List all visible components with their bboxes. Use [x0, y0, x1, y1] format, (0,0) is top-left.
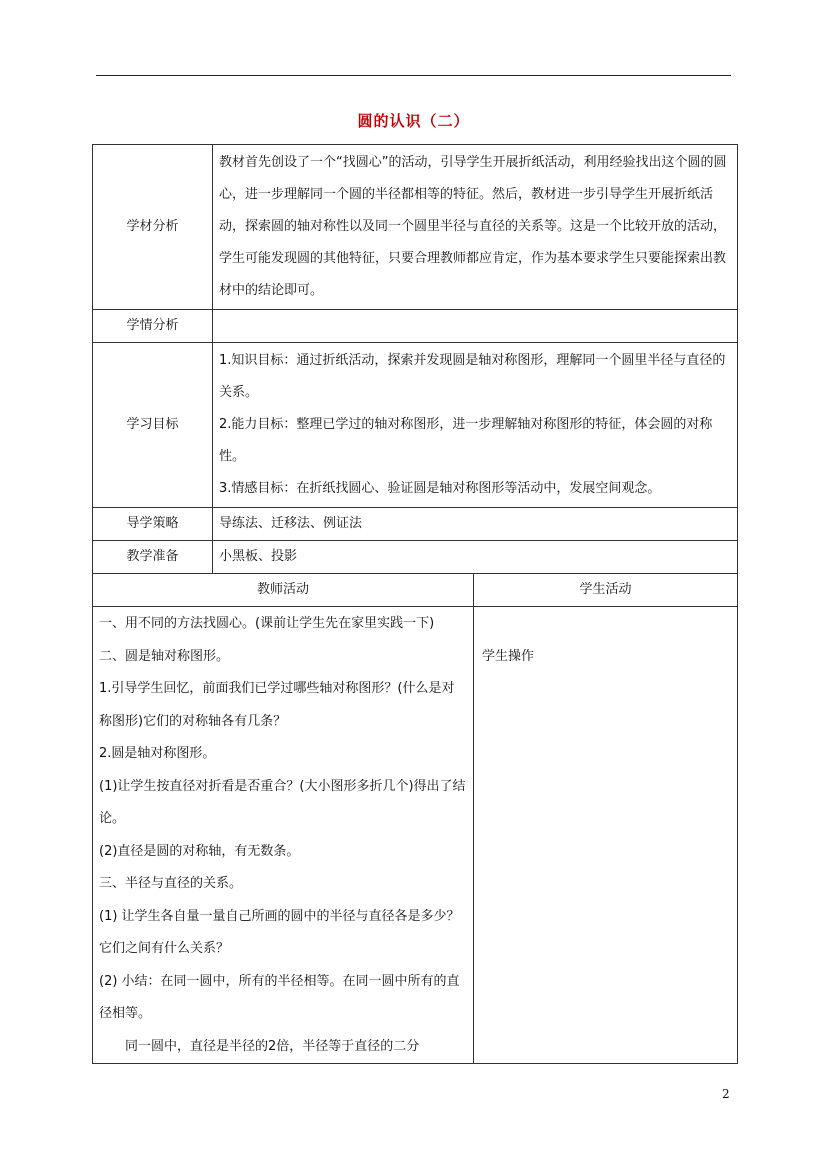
row-prep: [93, 541, 738, 574]
row-situation: [93, 310, 738, 343]
activities-row: [93, 607, 738, 1064]
student-activity-cell: [474, 607, 738, 1064]
strategy-text: 导练法、迁移法、例证法: [213, 508, 738, 541]
row-goals: [93, 343, 738, 508]
label-goals: 学习目标: [93, 343, 213, 508]
teacher-line: (2)直径是圆的对称轴，有无数条。: [99, 843, 300, 859]
page-number: 2: [722, 1087, 730, 1101]
teacher-activity-cell: [93, 607, 474, 1064]
goal-item: 2.能力目标：整理已学过的轴对称图形，进一步理解轴对称图形的特征，体会圆的对称性。: [219, 417, 713, 464]
page-title: 圆的认识（二）: [357, 112, 470, 130]
teacher-line: 一、用不同的方法找圆心。(课前让学生先在家里实践一下): [99, 616, 435, 631]
goals-list: [213, 343, 738, 508]
teacher-line: 2.圆是轴对称图形。: [99, 746, 216, 761]
label-strategy: 导学策略: [93, 508, 213, 541]
teacher-line: 二、圆是轴对称图形。: [99, 648, 230, 664]
header-rule: [96, 75, 731, 76]
situation-text: [213, 310, 738, 343]
teacher-line: 1.引导学生回忆，前面我们已学过哪些轴对称图形？(什么是对称图形)它们的对称轴各有几条？: [99, 681, 455, 729]
label-material: 学材分析: [93, 145, 213, 310]
label-prep: 教学准备: [93, 541, 213, 574]
prep-text: 小黑板、投影: [213, 541, 738, 574]
teacher-line: 三、半径与直径的关系。: [99, 876, 243, 891]
row-strategy: [93, 508, 738, 541]
teacher-line: (1)让学生按直径对折看是否重合？(大小图形多折几个)得出了结论。: [99, 778, 466, 826]
material-text: 教材首先创设了一个“找圆心”的活动，引导学生开展折纸活动，利用经验找出这个圆的圆心，进一步理解同一个圆的半径都相等的特征。然后，教材进一步引导学生开展折纸活动，探索圆的轴对称性以及同一个圆里半径与直径的关系等。这是一个比较开放的活动，学生可能发现圆的其他特征，只要合理教师都应肯定，作为基本要求学生只要能探索出教材中的结论即可。: [213, 145, 738, 310]
activities-header-row: [93, 574, 738, 607]
goal-item: 3.情感目标：在折纸找圆心、验证圆是轴对称图形等活动中，发展空间观念。: [219, 481, 661, 496]
teacher-line: 同一圆中，直径是半径的2倍，半径等于直径的二分: [125, 1038, 420, 1054]
student-activity-header: 学生活动: [474, 574, 738, 607]
row-material: [93, 145, 738, 310]
teacher-line: (1) 让学生各自量一量自己所画的圆中的半径与直径各是多少？它们之间有什么关系？: [99, 908, 460, 956]
teacher-activity-header: 教师活动: [93, 574, 474, 607]
goal-item: 1.知识目标：通过折纸活动，探索并发现圆是轴对称图形，理解同一个圆里半径与直径的关系。: [219, 353, 726, 400]
label-situation: 学情分析: [93, 310, 213, 343]
teacher-line: (2) 小结：在同一圆中，所有的半径相等。在同一圆中所有的直径相等。: [99, 973, 460, 1021]
student-activity-text: 学生操作: [482, 649, 535, 664]
lesson-plan-table: [92, 144, 738, 1064]
